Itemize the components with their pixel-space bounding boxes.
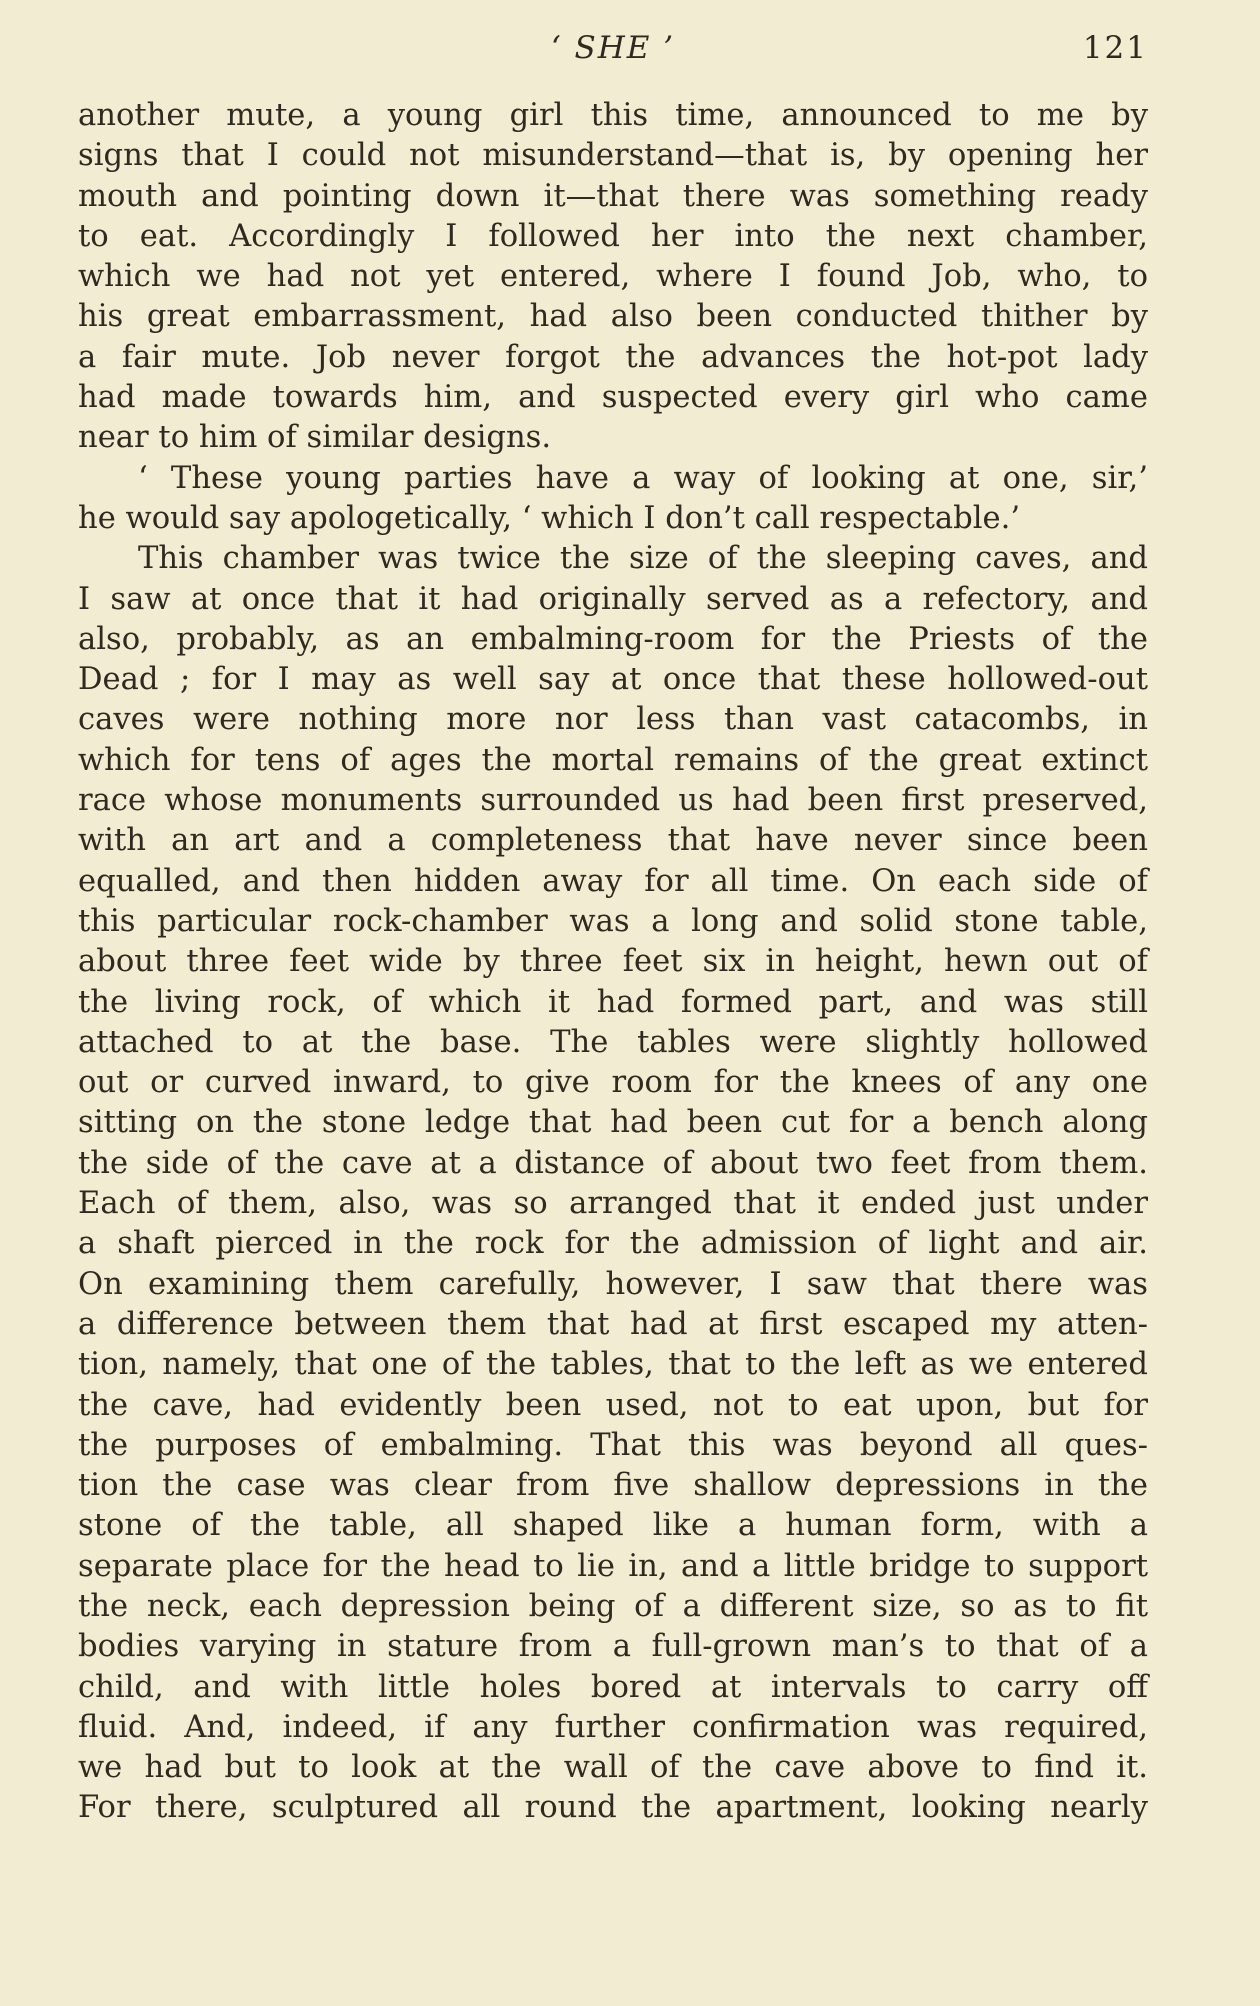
text-line: this particular rock-chamber was a long and solid stone table, <box>78 903 1148 939</box>
text-line: race whose monuments surrounded us had been first preserved, <box>78 783 1148 819</box>
text-line: a fair mute. Job never forgot the advances the hot-pot lady <box>78 339 1148 375</box>
text-line: attached to at the base. The tables were slightly hollowed <box>78 1024 1148 1060</box>
text-line: we had but to look at the wall of the cave above to find it. <box>78 1750 1148 1786</box>
text-line: separate place for the head to lie in, and a little bridge to support <box>78 1548 1148 1584</box>
text-line: his great embarrassment, had also been conducted thither by <box>78 299 1148 335</box>
text-line: about three feet wide by three feet six in height, hewn out of <box>78 944 1148 980</box>
text-line: mouth and pointing down it—that there was something ready <box>78 178 1148 214</box>
text-line: caves were nothing more nor less than vast catacombs, in <box>78 702 1148 738</box>
text-line: Each of them, also, was so arranged that it ended just under <box>78 1186 1148 1222</box>
text-line: child, and with little holes bored at intervals to carry off <box>78 1669 1148 1705</box>
paragraph-end-line: he would say apologetically, ‘ which I don’t call respectable.’ <box>78 500 1021 536</box>
text-line: another mute, a young girl this time, announced to me by <box>78 98 1148 133</box>
text-line: On examining them carefully, however, I saw that there was <box>78 1266 1148 1302</box>
text-line: bodies varying in stature from a full-grown man’s to that of a <box>78 1629 1148 1665</box>
text-line: fluid. And, indeed, if any further confirmation was required, <box>78 1709 1148 1745</box>
text-line: tion, namely, that one of the tables, that to the left as we entered <box>78 1347 1148 1383</box>
text-line: For there, sculptured all round the apartment, looking nearly <box>78 1790 1148 1826</box>
text-line: the cave, had evidently been used, not to eat upon, but for <box>78 1387 1148 1423</box>
paragraph-start-line: ‘ These young parties have a way of looking at one, sir,’ <box>138 460 1148 496</box>
page-header <box>78 28 1148 72</box>
text-line: which for tens of ages the mortal remains of the great extinct <box>78 742 1148 778</box>
text-line: also, probably, as an embalming-room for the Priests of the <box>78 621 1148 657</box>
text-line: to eat. Accordingly I followed her into the next chamber, <box>78 218 1148 254</box>
text-line: the neck, each depression being of a different size, so as to fit <box>78 1588 1148 1624</box>
text-line: out or curved inward, to give room for the knees of any one <box>78 1065 1148 1101</box>
running-head: ‘ SHE ’ <box>550 30 676 66</box>
text-line: the living rock, of which it had formed part, and was still <box>78 984 1148 1020</box>
text-line: the purposes of embalming. That this was beyond all ques- <box>78 1427 1148 1463</box>
body-text <box>78 96 1148 1829</box>
text-line: equalled, and then hidden away for all time. On each side of <box>78 863 1148 899</box>
text-line: I saw at once that it had originally served as a refectory, and <box>78 581 1148 617</box>
text-line: stone of the table, all shaped like a human form, with a <box>78 1508 1148 1544</box>
text-line: a shaft pierced in the rock for the admission of light and air. <box>78 1226 1148 1262</box>
text-line: tion the case was clear from five shallow depressions in the <box>78 1468 1148 1504</box>
text-line: a difference between them that had at first escaped my atten- <box>78 1306 1148 1342</box>
text-line: signs that I could not misunderstand—that is, by opening her <box>78 138 1148 174</box>
text-line: with an art and a completeness that have never since been <box>78 823 1148 859</box>
text-line: had made towards him, and suspected every girl who came <box>78 380 1148 416</box>
paragraph-end-line: near to him of similar designs. <box>78 420 552 456</box>
page-number: 121 <box>1082 30 1148 66</box>
text-line: sitting on the stone ledge that had been cut for a bench along <box>78 1105 1148 1141</box>
text-line: which we had not yet entered, where I found Job, who, to <box>78 259 1148 295</box>
text-line: Dead ; for I may as well say at once that these hollowed-out <box>78 662 1148 698</box>
text-line: the side of the cave at a distance of about two feet from them. <box>78 1145 1148 1181</box>
paragraph-start-line: This chamber was twice the size of the sleeping caves, and <box>138 541 1148 577</box>
